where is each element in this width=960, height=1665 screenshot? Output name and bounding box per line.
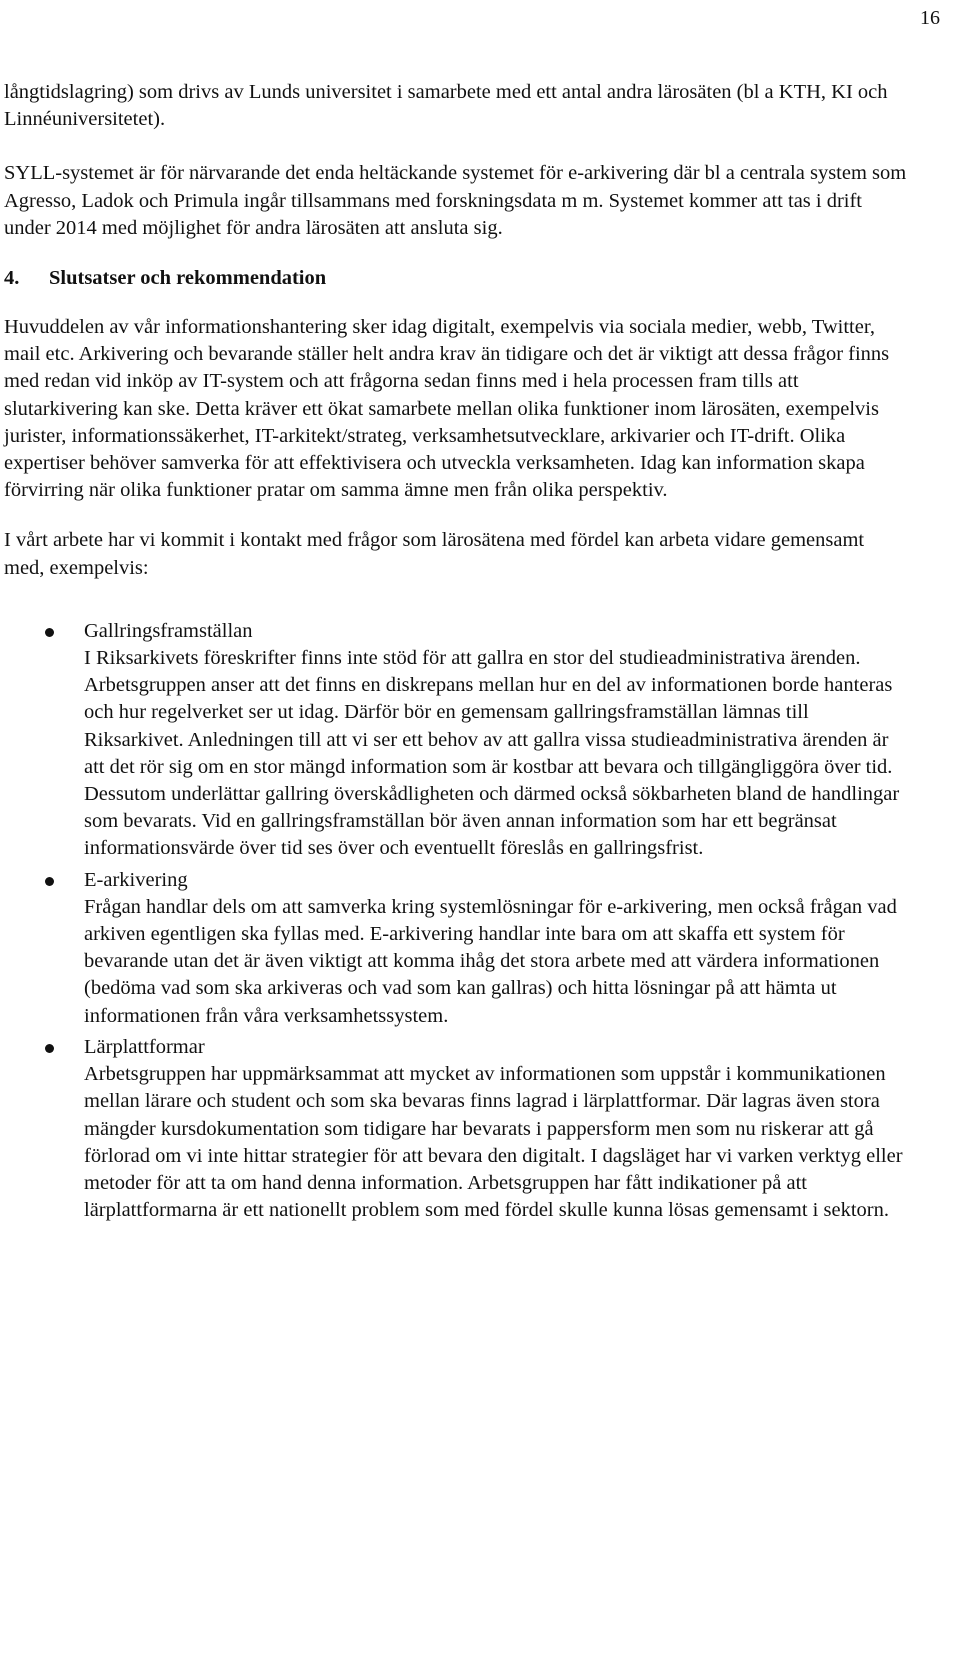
list-item-title: Gallringsframställan — [84, 619, 253, 642]
syll-paragraph: SYLL-systemet är för närvarande det enda heltäckande systemet för e-arkivering där bl a centrala system som Agresso, Ladok och Primula ingår tillsammans med forskningsdata m m. Systemet kommer att tas i drift under 2014 med möjlighet för andra lärosäten att ansluta sig. — [4, 162, 907, 239]
page-number: 16 — [920, 7, 940, 29]
list-item-title: E-arkivering — [84, 868, 188, 891]
list-item-title: Lärplattformar — [84, 1035, 205, 1058]
bullet-icon — [45, 1044, 54, 1053]
page-content — [4, 79, 909, 1228]
list-item-body: Arbetsgruppen har uppmärksammat att mycket av informationen som uppstår i kommunikationen mellan lärare och student och som ska bevaras finns lagrad i lärplattformar. Där lagras även stora mängder kursdokumentation som tidigare har bevarats i pappersform men som nu riskerar att gå förlorad om vi inte hittar strategier för att bevara den digitalt. I dagsläget har vi varken verktyg eller metoder för att ta om hand denna information. Arbetsgruppen har fått indikationer på att lärplattformarna är ett nationellt problem som med fördel skulle kunna lösas gemensamt i sektorn. — [84, 1063, 903, 1222]
list-item — [4, 867, 909, 1030]
list-item — [4, 1034, 909, 1224]
section-title: Slutsatser och rekommendation — [49, 267, 327, 290]
conclusions-paragraph: Huvuddelen av vår informationshantering sker idag digitalt, exempelvis via sociala medier, webb, Twitter, mail etc. Arkivering och bevarande ställer helt andra krav än tidigare och det är viktigt att dessa frågor finns med redan vid inköp av IT-system och att frågorna sedan finns med i hela processen fram tills att slutarkivering kan ske. Detta kräver ett ökat samarbete mellan olika funktioner inom lärosäten, exempelvis jurister, informationssäkerhet, IT-arkitekt/strateg, verksamhetsutvecklare, arkivarier och IT-drift. Olika expertiser behöver samverka för att effektivisera och utveckla verksamheten. Idag kan information skapa förvirring när olika funktioner pratar om samma ämne men från olika perspektiv. — [4, 316, 890, 502]
section-heading — [4, 265, 909, 292]
examples-list — [4, 618, 909, 1224]
list-item-body: Frågan handlar dels om att samverka kring systemlösningar för e-arkivering, men också frågan vad arkiven egentligen ska fyllas med. E-arkivering handlar inte bara om att skaffa ett system för bevarande utan det är även viktigt att komma ihåg det stora arbete med att värdera informationen (bedöma vad som ska arkiveras och vad som kan gallras) och hitta lösningar på att hämta ut informationen från våra verksamhetssystem. — [84, 895, 897, 1027]
section-number: 4. — [4, 267, 20, 290]
examples-lead-paragraph: I vårt arbete har vi kommit i kontakt med frågor som lärosätena med fördel kan arbeta vidare gemensamt med, exempelvis: — [4, 529, 865, 579]
bullet-icon — [45, 877, 54, 886]
list-item-body: I Riksarkivets föreskrifter finns inte stöd för att gallra en stor del studieadministrativa ärenden. Arbetsgruppen anser att det finns en diskrepans mellan hur en del av informationen borde hanteras och hur regelverket ser ut idag. Därför bör en gemensam gallringsframställan lämnas till Riksarkivet. Anledningen till att vi ser ett behov av att gallra vissa studieadministrativa ärenden är att det rör sig om en stor mängd information som är kostbar att bevara och tillgängliggöra över tid. Dessutom underlättar gallring överskådligheten och därmed också sökbarheten bland de handlingar som bevarats. Vid en gallringsframställan bör även annan information som har ett begränsat informationsvärde över tid ses över och eventuellt föreslås en gallringsfrist. — [84, 647, 900, 860]
list-item — [4, 618, 909, 863]
bullet-icon — [45, 628, 54, 637]
intro-paragraph: långtidslagring) som drivs av Lunds universitet i samarbete med ett antal andra lärosäten (bl a KTH, KI och Linnéuniversitetet). — [4, 81, 888, 131]
